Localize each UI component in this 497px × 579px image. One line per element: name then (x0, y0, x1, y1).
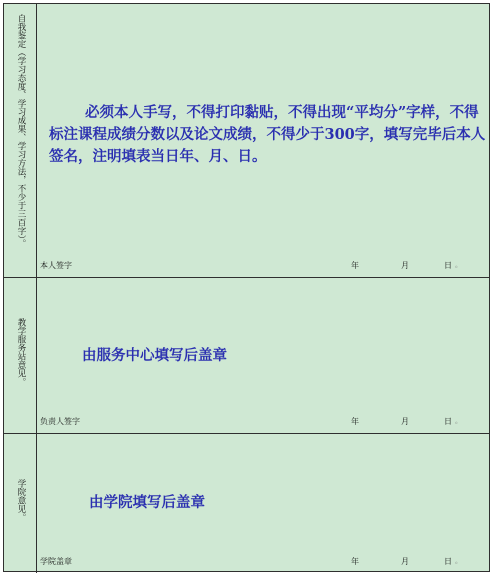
month-label: 月 (401, 557, 409, 566)
self-evaluation-section (4, 4, 489, 278)
day-label: 日 (444, 417, 452, 426)
day-label: 日 (444, 557, 452, 566)
signature-label: 负责人签字 (40, 417, 80, 426)
self-evaluation-content[interactable] (37, 4, 489, 277)
end-mark: 。 (455, 417, 462, 425)
service-station-section (4, 278, 489, 434)
college-label: 学院意见。 (16, 479, 26, 522)
college-instruction: 由学院填写后盖章 (89, 494, 205, 511)
end-mark: 。 (455, 261, 462, 269)
self-evaluation-instruction: 必须本人手写，不得打印黏贴，不得出现“平均分”字样，不得标注课程成绩分数以及论文成绩，不得少于300字，填写完毕后本人签名，注明填表当日年、月、日。 (49, 104, 486, 165)
month-label: 月 (401, 417, 409, 426)
service-station-content[interactable] (37, 278, 489, 433)
college-content[interactable] (37, 434, 489, 573)
service-station-instruction: 由服务中心填写后盖章 (82, 347, 227, 364)
end-mark: 。 (455, 557, 462, 565)
day-label: 日 (444, 261, 452, 270)
signature-line (37, 416, 489, 428)
evaluation-form (3, 3, 490, 572)
month-label: 月 (401, 261, 409, 270)
signature-label: 学院盖章 (40, 557, 72, 566)
year-label: 年 (351, 261, 359, 270)
self-evaluation-label: 自我鉴定（学习态度、学习成果、学习方法，不少于三百字）。 (16, 14, 26, 248)
signature-line (37, 260, 489, 272)
signature-line (37, 556, 489, 568)
year-label: 年 (351, 417, 359, 426)
college-label-cell (4, 434, 37, 573)
service-station-label-cell (4, 278, 37, 433)
year-label: 年 (351, 557, 359, 566)
signature-label: 本人签字 (40, 261, 72, 270)
service-station-label: 教学服务站意见。 (16, 318, 26, 386)
self-evaluation-label-cell (4, 4, 37, 277)
college-section (4, 434, 489, 573)
